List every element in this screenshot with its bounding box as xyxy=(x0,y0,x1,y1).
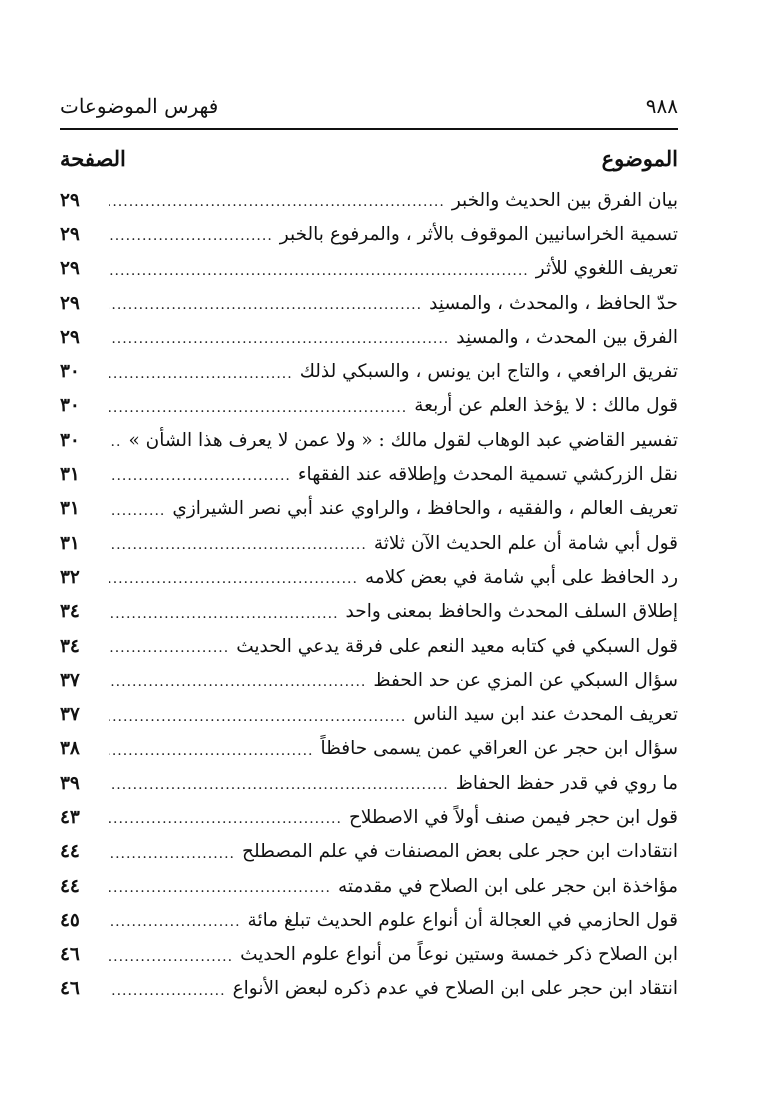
toc-entry xyxy=(60,492,678,526)
dot-leader xyxy=(109,946,233,964)
dot-leader xyxy=(109,774,449,792)
entry-page-number: ٣١ xyxy=(60,464,80,486)
dot-leader xyxy=(109,637,229,655)
dot-leader xyxy=(109,431,121,449)
entry-page-number: ٤٣ xyxy=(60,806,80,828)
toc-entry xyxy=(60,389,678,423)
dot-leader xyxy=(109,363,293,381)
entry-page-number: ٣٠ xyxy=(60,429,80,451)
dot-leader xyxy=(109,225,273,243)
entry-page-number: ٢٩ xyxy=(60,292,80,314)
entry-title: تعريف المحدث عند ابن سيد الناس xyxy=(413,704,678,726)
dot-leader xyxy=(109,534,367,552)
dot-leader xyxy=(109,294,422,312)
entry-title: تفريق الرافعي ، والتاج ابن يونس ، والسبكي لذلك xyxy=(299,361,678,383)
toc-entry xyxy=(60,595,678,629)
entry-title: تعريف العالم ، والفقيه ، والحافظ ، والراوي عند أبي نصر الشيرازي xyxy=(172,498,678,520)
column-headers xyxy=(60,140,678,176)
toc-entry xyxy=(60,835,678,869)
entry-title: إطلاق السلف المحدث والحافظ بمعنى واحد xyxy=(345,601,678,623)
entry-page-number: ٢٩ xyxy=(60,189,80,211)
toc-entry xyxy=(60,972,678,1006)
toc-entry xyxy=(60,903,678,937)
dot-leader xyxy=(109,500,165,518)
dot-leader xyxy=(109,808,342,826)
entry-title: تسمية الخراسانيين الموقوف بالأثر ، والمرفوع بالخبر xyxy=(279,223,678,245)
entry-title: سؤال السبكي عن المزي عن حد الحفظ xyxy=(373,669,678,691)
header-title: فهرس الموضوعات xyxy=(60,94,219,118)
table-of-contents xyxy=(60,183,678,1006)
entry-title: مؤاخذة ابن حجر على ابن الصلاح في مقدمته xyxy=(338,875,678,897)
topic-column-header: الموضوع xyxy=(601,145,678,171)
entry-page-number: ٢٩ xyxy=(60,223,80,245)
entry-title: قول أبي شامة أن علم الحديث الآن ثلاثة xyxy=(373,532,678,554)
page-number: ٩٨٨ xyxy=(645,94,678,118)
entry-title: حدّ الحافظ ، والمحدث ، والمسنِد xyxy=(429,292,678,314)
toc-entry xyxy=(60,286,678,320)
entry-title: تعريف اللغوي للأثر xyxy=(535,258,678,280)
entry-title: ما روي في قدر حفظ الحفاظ xyxy=(455,772,678,794)
entry-title: قول السبكي في كتابه معيد النعم على فرقة يدعي الحديث xyxy=(236,635,678,657)
entry-page-number: ٣٤ xyxy=(60,635,80,657)
entry-page-number: ٢٩ xyxy=(60,258,80,280)
entry-title: سؤال ابن حجر عن العراقي عمن يسمى حافظاً xyxy=(320,738,678,760)
entry-title: قول الحازمي في العجالة أن أنواع علوم الحديث تبلغ مائة xyxy=(247,909,678,931)
entry-title: الفرق بين المحدث ، والمسنِد xyxy=(456,326,678,348)
entry-title: انتقادات ابن حجر على بعض المصنفات في علم المصطلح xyxy=(242,841,678,863)
dot-leader xyxy=(109,877,331,895)
entry-title: رد الحافظ على أبي شامة في بعض كلامه xyxy=(364,566,678,588)
dot-leader xyxy=(109,843,235,861)
entry-page-number: ٤٦ xyxy=(60,944,80,966)
dot-leader xyxy=(109,260,529,278)
entry-page-number: ٤٥ xyxy=(60,909,80,931)
entry-page-number: ٣٠ xyxy=(60,395,80,417)
entry-page-number: ٣٨ xyxy=(60,738,80,760)
entry-page-number: ٤٤ xyxy=(60,841,80,863)
dot-leader xyxy=(109,397,407,415)
entry-page-number: ٣٧ xyxy=(60,704,80,726)
entry-page-number: ٣١ xyxy=(60,532,80,554)
entry-page-number: ٤٦ xyxy=(60,978,80,1000)
dot-leader xyxy=(109,671,366,689)
dot-leader xyxy=(109,980,226,998)
entry-title: نقل الزركشي تسمية المحدث وإطلاقه عند الفقهاء xyxy=(297,464,678,486)
dot-leader xyxy=(109,911,241,929)
toc-entry xyxy=(60,663,678,697)
toc-entry xyxy=(60,183,678,217)
toc-entry xyxy=(60,697,678,731)
toc-entry xyxy=(60,457,678,491)
entry-title: بيان الفرق بين الحديث والخبر xyxy=(451,189,678,211)
entry-page-number: ٤٤ xyxy=(60,875,80,897)
dot-leader xyxy=(109,191,445,209)
dot-leader xyxy=(109,706,406,724)
header-rule xyxy=(60,128,678,130)
toc-entry xyxy=(60,869,678,903)
entry-page-number: ٣٩ xyxy=(60,772,80,794)
toc-entry xyxy=(60,354,678,388)
entry-page-number: ٣٠ xyxy=(60,361,80,383)
entry-title: قول ابن حجر فيمن صنف أولاً في الاصطلاح xyxy=(348,806,678,828)
toc-entry xyxy=(60,938,678,972)
entry-page-number: ٣٤ xyxy=(60,601,80,623)
toc-entry xyxy=(60,252,678,286)
dot-leader xyxy=(109,465,291,483)
toc-entry xyxy=(60,526,678,560)
page-column-header: الصفحة xyxy=(60,145,126,171)
entry-title: تفسير القاضي عبد الوهاب لقول مالك : « ولا عمن لا يعرف هذا الشأن » xyxy=(128,429,678,451)
toc-entry xyxy=(60,423,678,457)
dot-leader xyxy=(109,740,313,758)
toc-entry xyxy=(60,217,678,251)
running-header xyxy=(60,88,678,124)
toc-entry xyxy=(60,629,678,663)
dot-leader xyxy=(109,603,339,621)
entry-page-number: ٢٩ xyxy=(60,326,80,348)
toc-entry xyxy=(60,560,678,594)
toc-entry xyxy=(60,320,678,354)
entry-page-number: ٣٧ xyxy=(60,669,80,691)
entry-title: قول مالك : لا يؤخذ العلم عن أربعة xyxy=(414,395,678,417)
toc-entry xyxy=(60,766,678,800)
toc-entry xyxy=(60,800,678,834)
dot-leader xyxy=(109,568,358,586)
dot-leader xyxy=(109,328,449,346)
toc-entry xyxy=(60,732,678,766)
entry-title: ابن الصلاح ذكر خمسة وستين نوعاً من أنواع علوم الحديث xyxy=(240,944,678,966)
entry-page-number: ٣١ xyxy=(60,498,80,520)
entry-title: انتقاد ابن حجر على ابن الصلاح في عدم ذكره لبعض الأنواع xyxy=(232,978,678,1000)
entry-page-number: ٣٢ xyxy=(60,566,80,588)
